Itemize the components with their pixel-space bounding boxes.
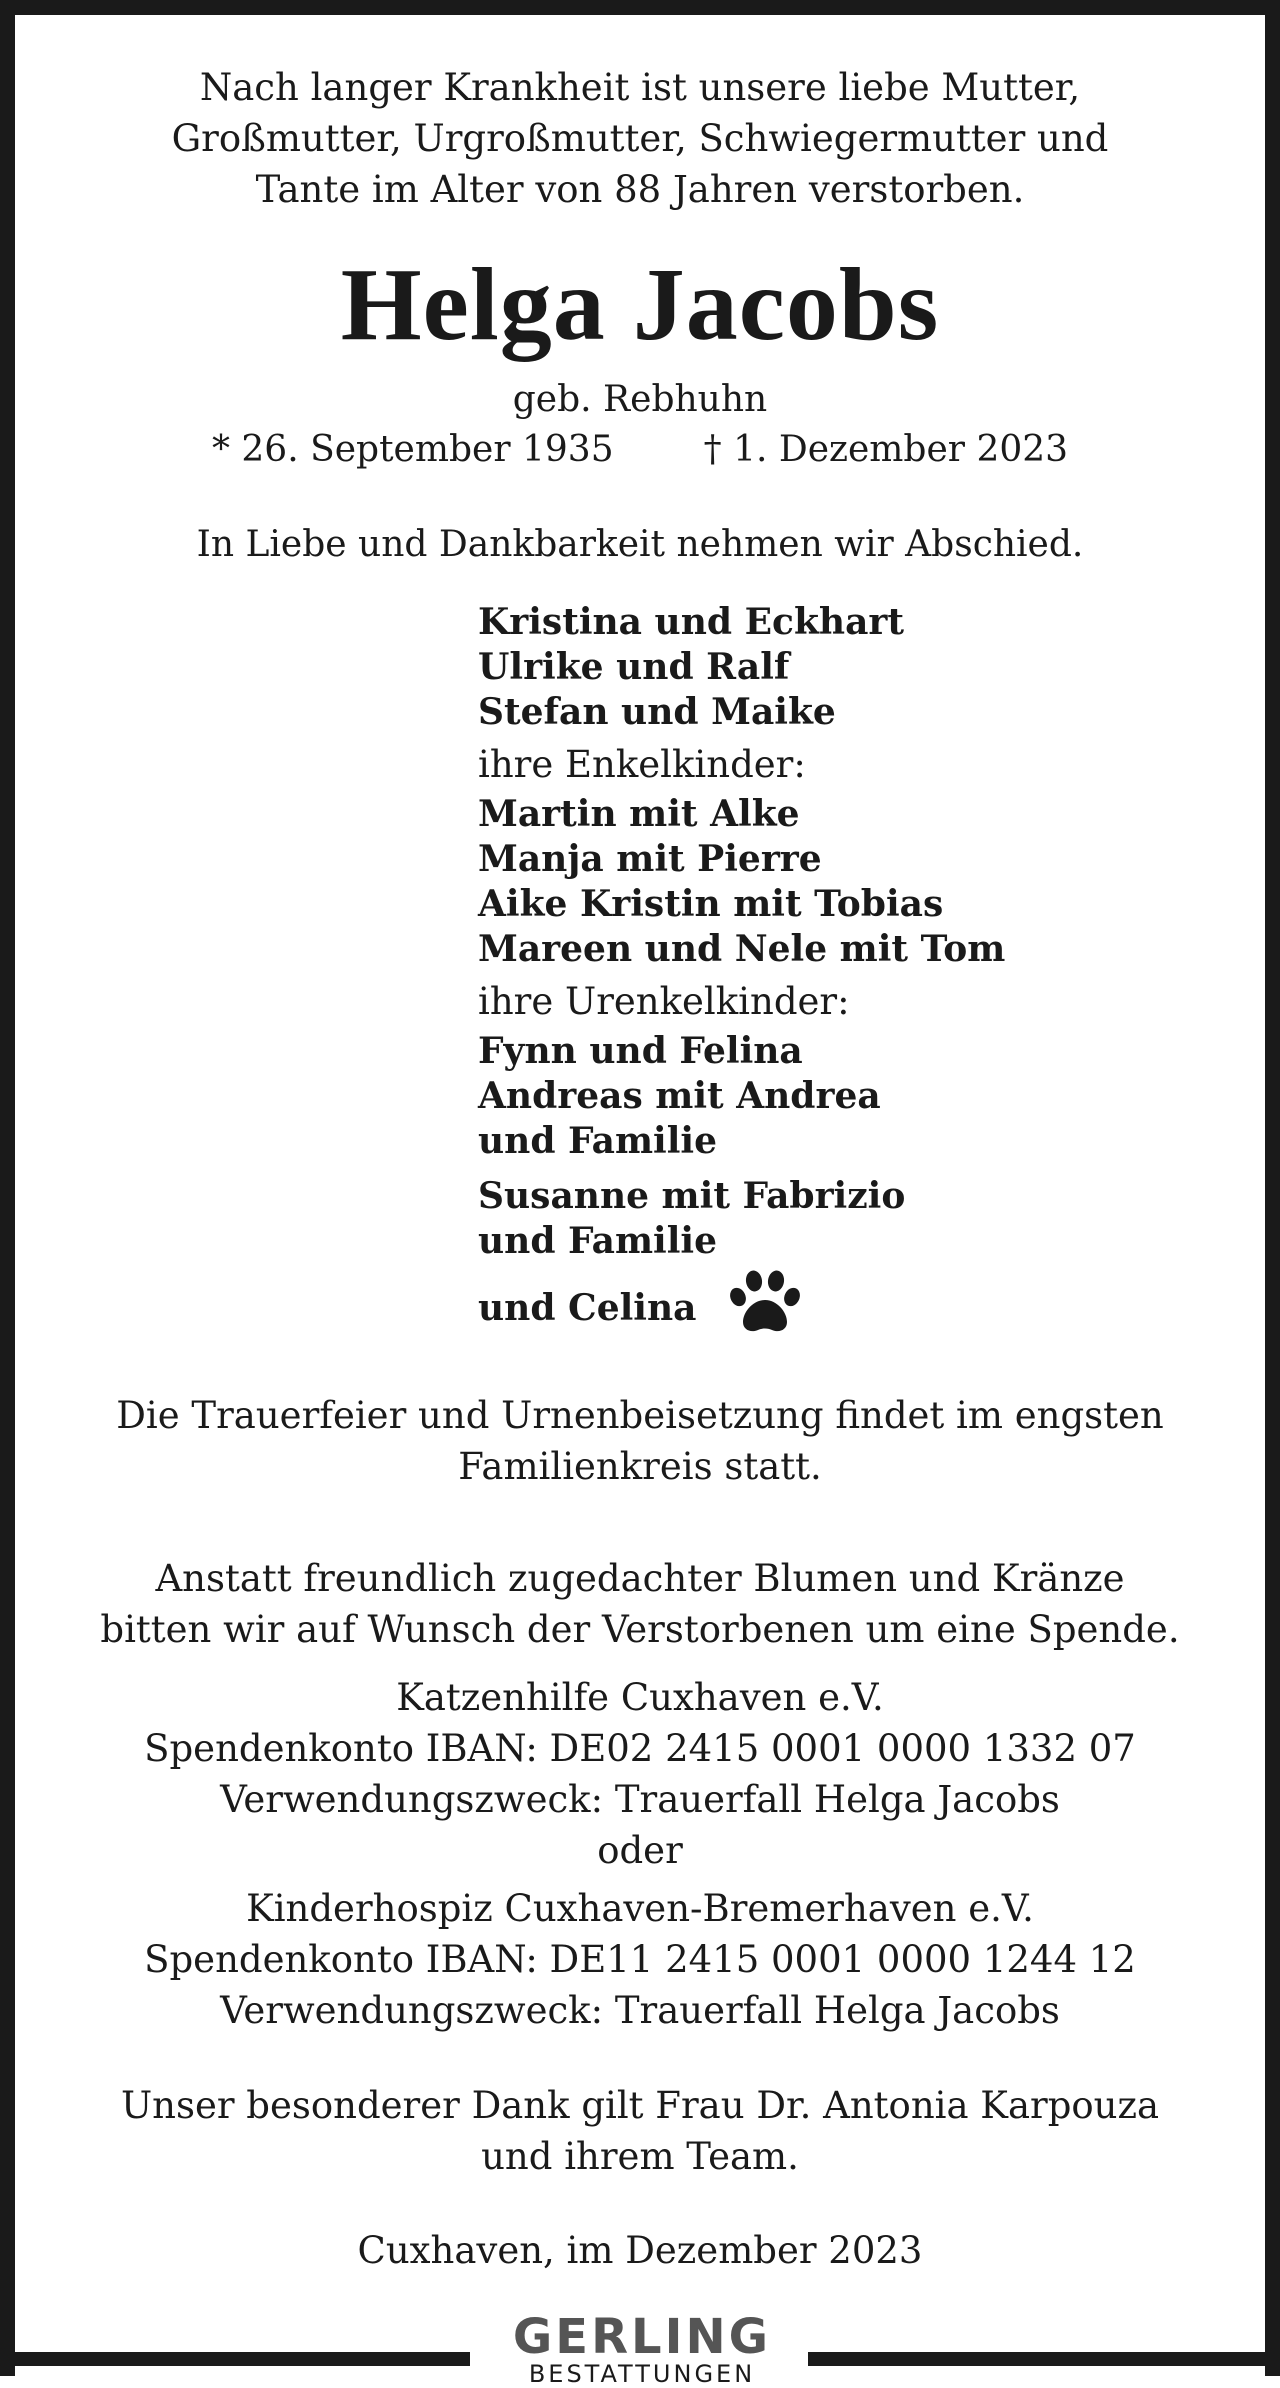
mourner-name: und Familie bbox=[478, 1220, 717, 1262]
ceremony-line: Die Trauerfeier und Urnenbeisetzung findet im engsten bbox=[116, 1394, 1164, 1437]
funeral-home-logo bbox=[478, 2309, 806, 2388]
ceremony-line: Familienkreis statt. bbox=[458, 1445, 822, 1488]
mourner-name: Ulrike und Ralf bbox=[478, 646, 790, 688]
intro-line: Großmutter, Urgroßmutter, Schwiegermutter und bbox=[171, 117, 1109, 160]
mourner-name: Aike Kristin mit Tobias bbox=[478, 883, 944, 925]
donation-block-2 bbox=[15, 1883, 1265, 2036]
charity-name: Katzenhilfe Cuxhaven e.V. bbox=[396, 1676, 884, 1719]
flowers-line: Anstatt freundlich zugedachter Blumen und Kränze bbox=[155, 1557, 1125, 1600]
charity-name: Kinderhospiz Cuxhaven-Bremerhaven e.V. bbox=[246, 1887, 1034, 1930]
great-grandchildren-label: ihre Urenkelkinder: bbox=[478, 980, 850, 1023]
other-mourners-group bbox=[478, 1174, 1005, 1264]
logo-main-text: GERLING bbox=[512, 2309, 772, 2365]
mourner-name: Mareen und Nele mit Tom bbox=[478, 928, 1006, 970]
deceased-name: Helga Jacobs bbox=[340, 247, 940, 362]
ceremony-text bbox=[15, 1390, 1265, 1492]
grandchildren-label: ihre Enkelkinder: bbox=[478, 743, 806, 786]
mourner-name: Fynn und Felina bbox=[478, 1030, 803, 1072]
mourner-name: Martin mit Alke bbox=[478, 793, 800, 835]
flowers-text bbox=[15, 1553, 1265, 1655]
paw-print-icon bbox=[728, 1270, 802, 1347]
life-dates bbox=[15, 425, 1265, 475]
border-bottom-left bbox=[0, 2352, 470, 2366]
great-grandchildren-group bbox=[478, 1029, 1005, 1164]
place-date: Cuxhaven, im Dezember 2023 bbox=[357, 2229, 923, 2272]
maiden-name: geb. Rebhuhn bbox=[512, 379, 768, 420]
logo-sub-text: BESTATTUNGEN bbox=[528, 2360, 756, 2388]
intro-line: Nach langer Krankheit ist unsere liebe Mutter, bbox=[199, 66, 1081, 109]
birth-date: * 26. September 1935 bbox=[211, 429, 614, 470]
mourner-name: Susanne mit Fabrizio bbox=[478, 1175, 906, 1217]
farewell-text: In Liebe und Dankbarkeit nehmen wir Abschied. bbox=[196, 524, 1084, 565]
mourner-name: Manja mit Pierre bbox=[478, 838, 822, 880]
intro-text bbox=[15, 62, 1265, 215]
border-bottom-right bbox=[808, 2352, 1280, 2366]
mourner-name: Stefan und Maike bbox=[478, 691, 836, 733]
mourner-name: und Familie bbox=[478, 1120, 717, 1162]
thanks-line: und ihrem Team. bbox=[481, 2135, 799, 2178]
intro-line: Tante im Alter von 88 Jahren verstorben. bbox=[255, 168, 1025, 211]
death-date: † 1. Dezember 2023 bbox=[703, 429, 1069, 470]
pet-name: und Celina bbox=[478, 1287, 697, 1329]
children-group bbox=[478, 600, 1005, 735]
flowers-line: bitten wir auf Wunsch der Verstorbenen um eine Spende. bbox=[100, 1608, 1180, 1651]
charity-reference: Verwendungszweck: Trauerfall Helga Jacobs bbox=[220, 1989, 1060, 2032]
pet-row bbox=[478, 1270, 1005, 1347]
thanks-line: Unser besonderer Dank gilt Frau Dr. Antonia Karpouza bbox=[120, 2084, 1160, 2127]
donation-block-1 bbox=[15, 1672, 1265, 1825]
or-separator: oder bbox=[597, 1829, 683, 1872]
charity-iban: Spendenkonto IBAN: DE02 2415 0001 0000 1332 07 bbox=[144, 1727, 1136, 1770]
grandchildren-group bbox=[478, 792, 1005, 972]
charity-reference: Verwendungszweck: Trauerfall Helga Jacobs bbox=[220, 1778, 1060, 1821]
thanks-text bbox=[15, 2080, 1265, 2182]
mourner-name: Andreas mit Andrea bbox=[478, 1075, 881, 1117]
mourner-name: Kristina und Eckhart bbox=[478, 601, 904, 643]
mourners-list bbox=[478, 600, 1005, 1347]
charity-iban: Spendenkonto IBAN: DE11 2415 0001 0000 1244 12 bbox=[144, 1938, 1136, 1981]
